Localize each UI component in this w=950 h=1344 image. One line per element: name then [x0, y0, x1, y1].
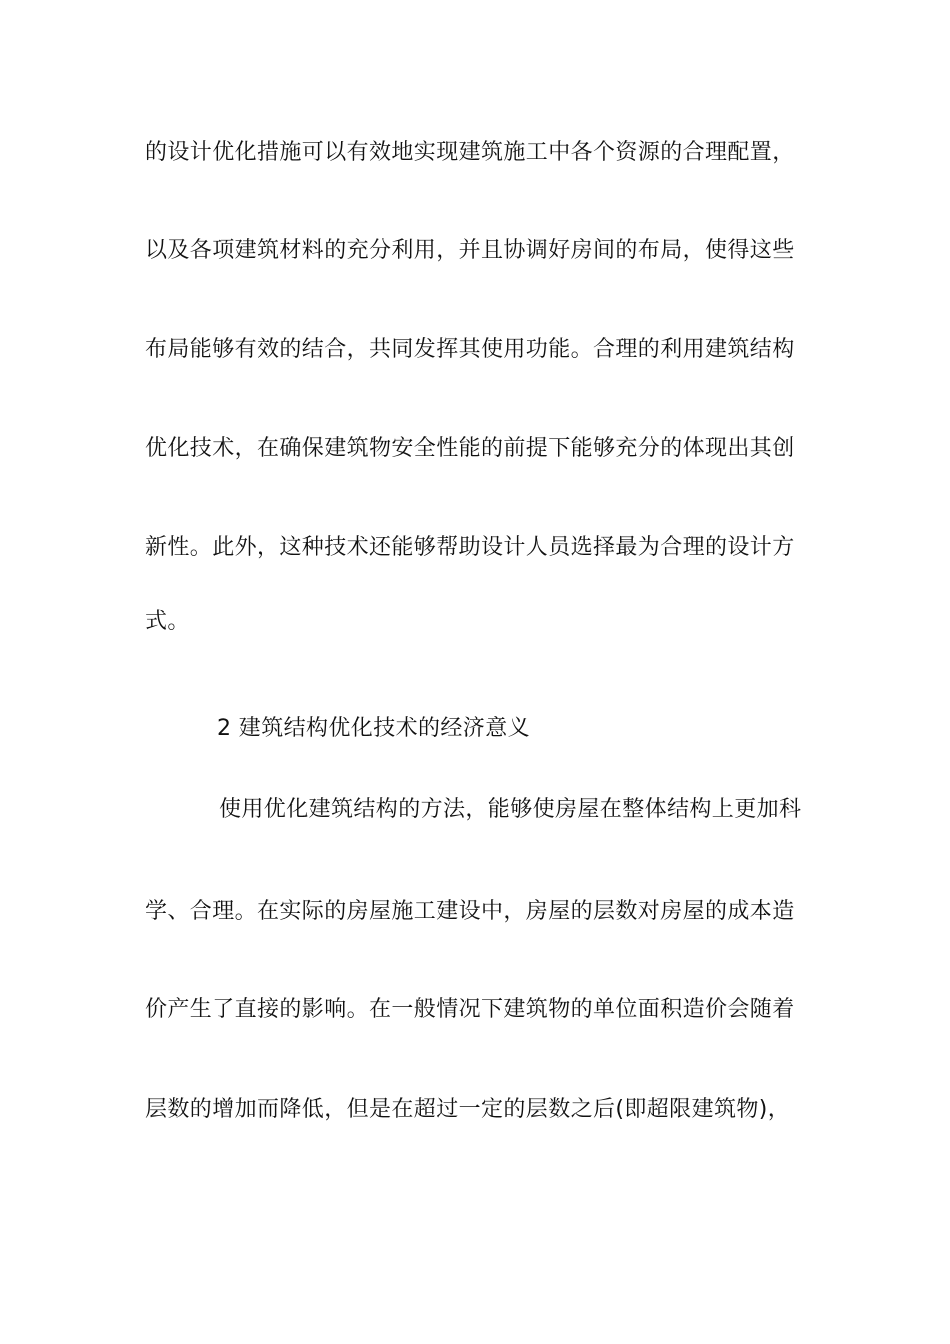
paragraph-2-line-1: 使用优化建筑结构的方法，能够使房屋在整体结构上更加科 — [219, 797, 802, 822]
paragraph-2-line-4: 层数的增加而降低，但是在超过一定的层数之后(即超限建筑物)， — [145, 1097, 791, 1122]
paragraph-2-line-2: 学、合理。在实际的房屋施工建设中，房屋的层数对房屋的成本造 — [145, 899, 795, 924]
paragraph-1-line-3: 布局能够有效的结合，共同发挥其使用功能。合理的利用建筑结构 — [145, 337, 795, 362]
paragraph-1-line-5: 新性。此外，这种技术还能够帮助设计人员选择最为合理的设计方 — [145, 535, 795, 560]
paragraph-1-line-1: 的设计优化措施可以有效地实现建筑施工中各个资源的合理配置， — [145, 140, 795, 165]
paragraph-1-line-2: 以及各项建筑材料的充分利用，并且协调好房间的布局，使得这些 — [145, 238, 795, 263]
section-heading: 2 建筑结构优化技术的经济意义 — [217, 716, 530, 741]
paragraph-2-line-3: 价产生了直接的影响。在一般情况下建筑物的单位面积造价会随着 — [145, 997, 795, 1022]
paragraph-1-line-4: 优化技术，在确保建筑物安全性能的前提下能够充分的体现出其创 — [145, 436, 795, 461]
paragraph-1-line-6: 式。 — [145, 609, 190, 634]
